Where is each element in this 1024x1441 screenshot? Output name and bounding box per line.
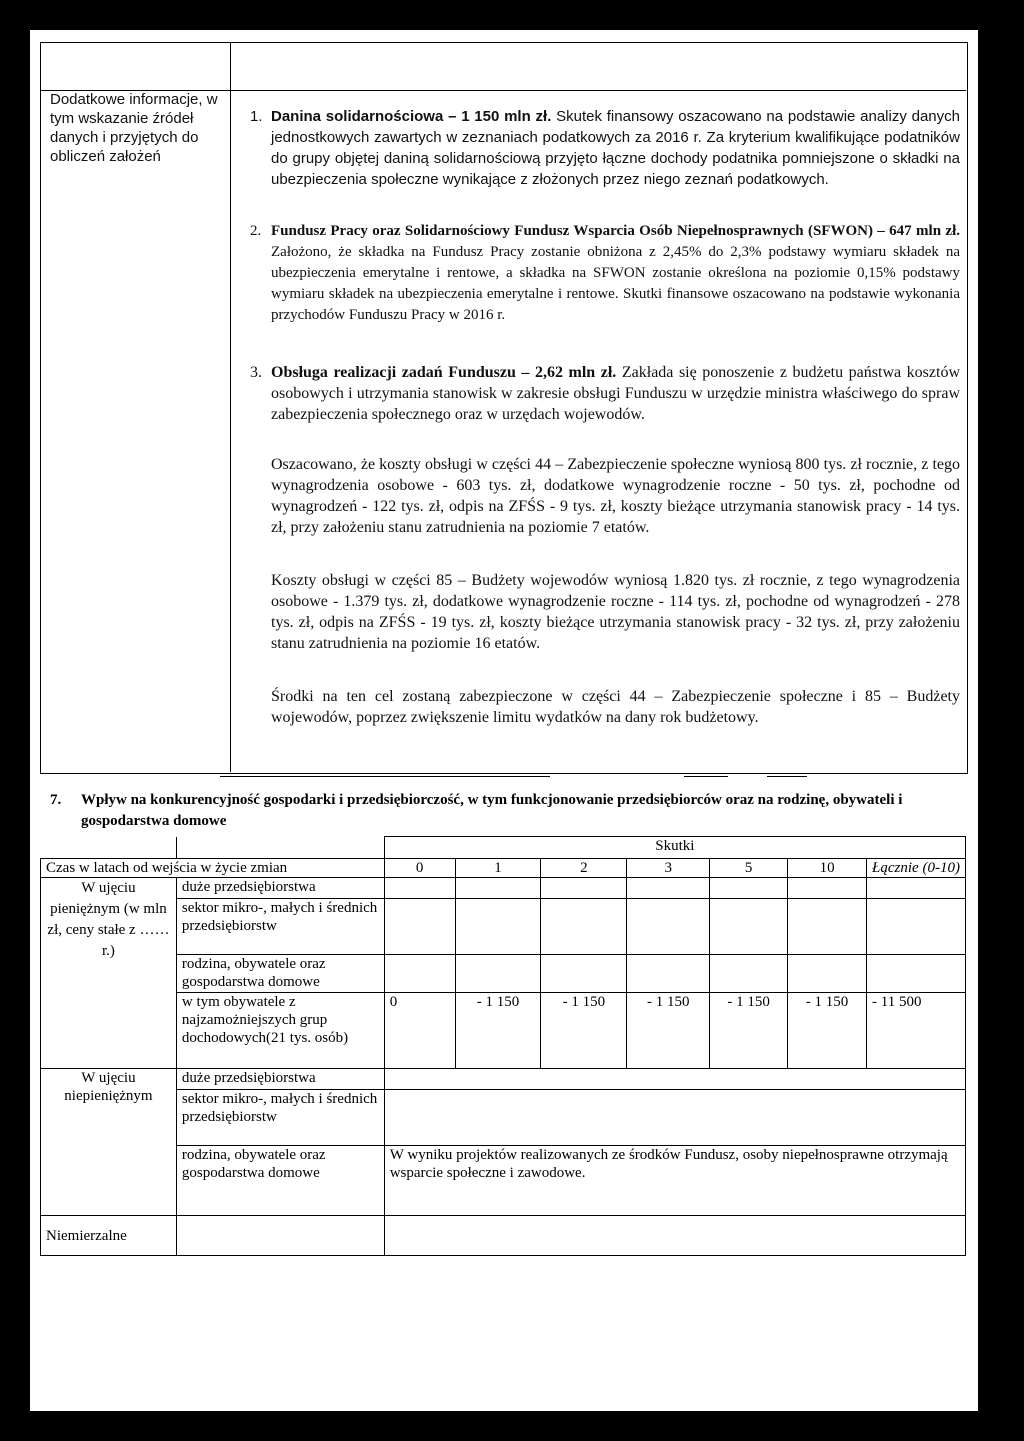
value-year-0: 0 xyxy=(384,993,455,1069)
unmeasurable-group: Niemierzalne xyxy=(41,1216,177,1256)
item-2-heading: Fundusz Pracy oraz Solidarnościowy Fundusz Wsparcia Osób Niepełnosprawnych (SFWON) – 647 mln zł. xyxy=(271,223,960,239)
row2-large-enterprises: duże przedsiębiorstwa xyxy=(176,1069,384,1090)
value-year-5: - 1 150 xyxy=(710,993,788,1069)
separator-line xyxy=(767,776,807,777)
cost-paragraph-44: Oszacowano, że koszty obsługi w części 44 – Zabezpieczenie społeczne wyniosą 800 tys. zł rocznie, z tego wynagrodzenia osobowe - 603 tys. zł, dodatkowe wynagrodzenie roczne - 50 tys. zł, pochodne od wynagrodzeń - 122 tys. zł, odpis na ZFŚS - 9 tys. zł, koszty bieżące utrzymania stanowisk pracy - 14 tys. zł, przy założeniu stanu zatrudnienia na poziomie 7 etatów. xyxy=(271,456,960,536)
row2-households: rodzina, obywatele oraz gospodarstwa domowe xyxy=(176,1146,384,1216)
effects-header: Skutki xyxy=(384,837,965,859)
monetary-group: W ujęciu pieniężnym (w mln zł, ceny stałe z …… r.) xyxy=(41,878,177,1069)
info-item-3: 3. Obsługa realizacji zadań Funduszu – 2,62 mln zł. Zakłada się ponoszenie z budżetu państwa kosztów osobowych i utrzymania stanowisk w zakresie obsługi Funduszu w urzędzie ministra właściwego do spraw zabezpieczenia społecznego oraz w urzędach wojewodów. xyxy=(250,364,961,423)
nonmonetary-group: W ujęciu niepieniężnym xyxy=(41,1069,177,1216)
effects-table xyxy=(40,836,966,1256)
year-total: Łącznie (0-10) xyxy=(867,859,966,878)
year-3: 3 xyxy=(627,859,710,878)
value-year-1: - 1 150 xyxy=(455,993,541,1069)
year-5: 5 xyxy=(710,859,788,878)
value-year-2: - 1 150 xyxy=(541,993,627,1069)
info-item-1: 1. Danina solidarnościowa – 1 150 mln zł. Skutek finansowy oszacowano na podstawie analizy danych jednostkowych zawartych w zeznaniach podatkowych za 2016 r. Za kryterium kwalifikujące podatników do grupy objętej daniną solidarnościową przyjęto łączne dochody podatnika pomniejszone o składki na ubezpieczenia społeczne wynikające z złożonych przez niego zeznań podatkowych. xyxy=(250,108,960,188)
item-3-heading: Obsługa realizacji zadań Funduszu – 2,62 mln zł. xyxy=(271,364,617,381)
item-2-text: Założono, że składka na Fundusz Pracy zostanie obniżona z 2,45% do 2,3% podstawy wymiaru składek na ubezpieczenia emerytalne i rentowe, a składka na SFWON zostanie określona na poziomie 0,15% podstawy wymiaru składek na ubezpieczenia emerytalne i rentowe. Skutki finansowe oszacowano na podstawie wykonania przychodów Funduszu Pracy w 2016 r. xyxy=(271,244,960,323)
row2-sme: sektor mikro-, małych i średnich przedsiębiorstw xyxy=(176,1090,384,1146)
row-sme: sektor mikro-, małych i średnich przedsiębiorstw xyxy=(176,899,384,955)
year-2: 2 xyxy=(541,859,627,878)
year-1: 1 xyxy=(455,859,541,878)
nonmonetary-description: W wyniku projektów realizowanych ze środków Fundusz, osoby niepełnosprawne otrzymają wsparcie społeczne i zawodowe. xyxy=(384,1146,965,1216)
document-page xyxy=(30,30,978,1411)
funding-paragraph: Środki na ten cel zostaną zabezpieczone w części 44 – Zabezpieczenie społeczne i 85 – Budżety wojewodów, poprzez zwiększenie limitu wydatków na dany rok budżetowy. xyxy=(271,688,960,726)
info-item-2: 2. Fundusz Pracy oraz Solidarnościowy Fundusz Wsparcia Osób Niepełnosprawnych (SFWON) – 647 mln zł. Założono, że składka na Fundusz Pracy zostanie obniżona z 2,45% do 2,3% podstawy wymiaru składek na ubezpieczenia emerytalne i rentowe, a składka na SFWON zostanie określona na poziomie 0,15% podstawy wymiaru składek na ubezpieczenia emerytalne i rentowe. Skutki finansowe oszacowano na podstawie wykonania przychodów Funduszu Pracy w 2016 r. xyxy=(250,223,960,323)
row-households: rodzina, obywatele oraz gospodarstwa domowe xyxy=(176,955,384,993)
cost-paragraph-85: Koszty obsługi w części 85 – Budżety wojewodów wyniosą 1.820 tys. zł rocznie, z tego wynagrodzenia osobowe - 1.379 tys. zł, dodatkowe wynagrodzenie roczne - 114 tys. zł, pochodne od wynagrodzeń - 278 tys. zł, odpis na ZFŚS - 19 tys. zł, koszty bieżące utrzymania stanowisk pracy - 32 tys. zł, przy założeniu stanu zatrudnienia na poziomie 16 etatów. xyxy=(271,572,960,652)
row-wealthiest: w tym obywatele z najzamożniejszych grup dochodowych(21 tys. osób) xyxy=(176,993,384,1069)
separator-line xyxy=(220,776,550,777)
additional-info-label: Dodatkowe informacje, w tym wskazanie źródeł danych i przyjętych do obliczeń założeń xyxy=(50,91,218,165)
item-3-text: Zakłada się ponoszenie z budżetu państwa kosztów osobowych i utrzymania stanowisk w zakresie obsługi Funduszu w urzędzie ministra właściwego do spraw zabezpieczenia społecznego oraz w urzędach wojewodów. xyxy=(271,364,961,423)
time-label: Czas w latach od wejścia w życie zmian xyxy=(41,859,385,878)
year-0: 0 xyxy=(384,859,455,878)
separator-line xyxy=(684,776,728,777)
value-year-10: - 1 150 xyxy=(788,993,867,1069)
item-1-heading: Danina solidarnościowa – 1 150 mln zł. xyxy=(271,108,552,125)
section-7-title: 7. Wpływ na konkurencyjność gospodarki i przedsiębiorczość, w tym funkcjonowanie przedsiębiorców oraz na rodzinę, obywateli i gospodarstwa domowe xyxy=(50,792,903,829)
row-large-enterprises: duże przedsiębiorstwa xyxy=(176,878,384,899)
year-10: 10 xyxy=(788,859,867,878)
item-1-text: Skutek finansowy oszacowano na podstawie analizy danych jednostkowych zawartych w zeznaniach podatkowych za 2016 r. Za kryterium kwalifikujące podatników do grupy objętej daniną solidarnościową przyjęto łączne dochody podatnika pomniejszone o składki na ubezpieczenia społeczne wynikające z złożonych przez niego zeznań podatkowych. xyxy=(271,108,960,188)
value-year-3: - 1 150 xyxy=(627,993,710,1069)
value-total: - 11 500 xyxy=(867,993,966,1069)
